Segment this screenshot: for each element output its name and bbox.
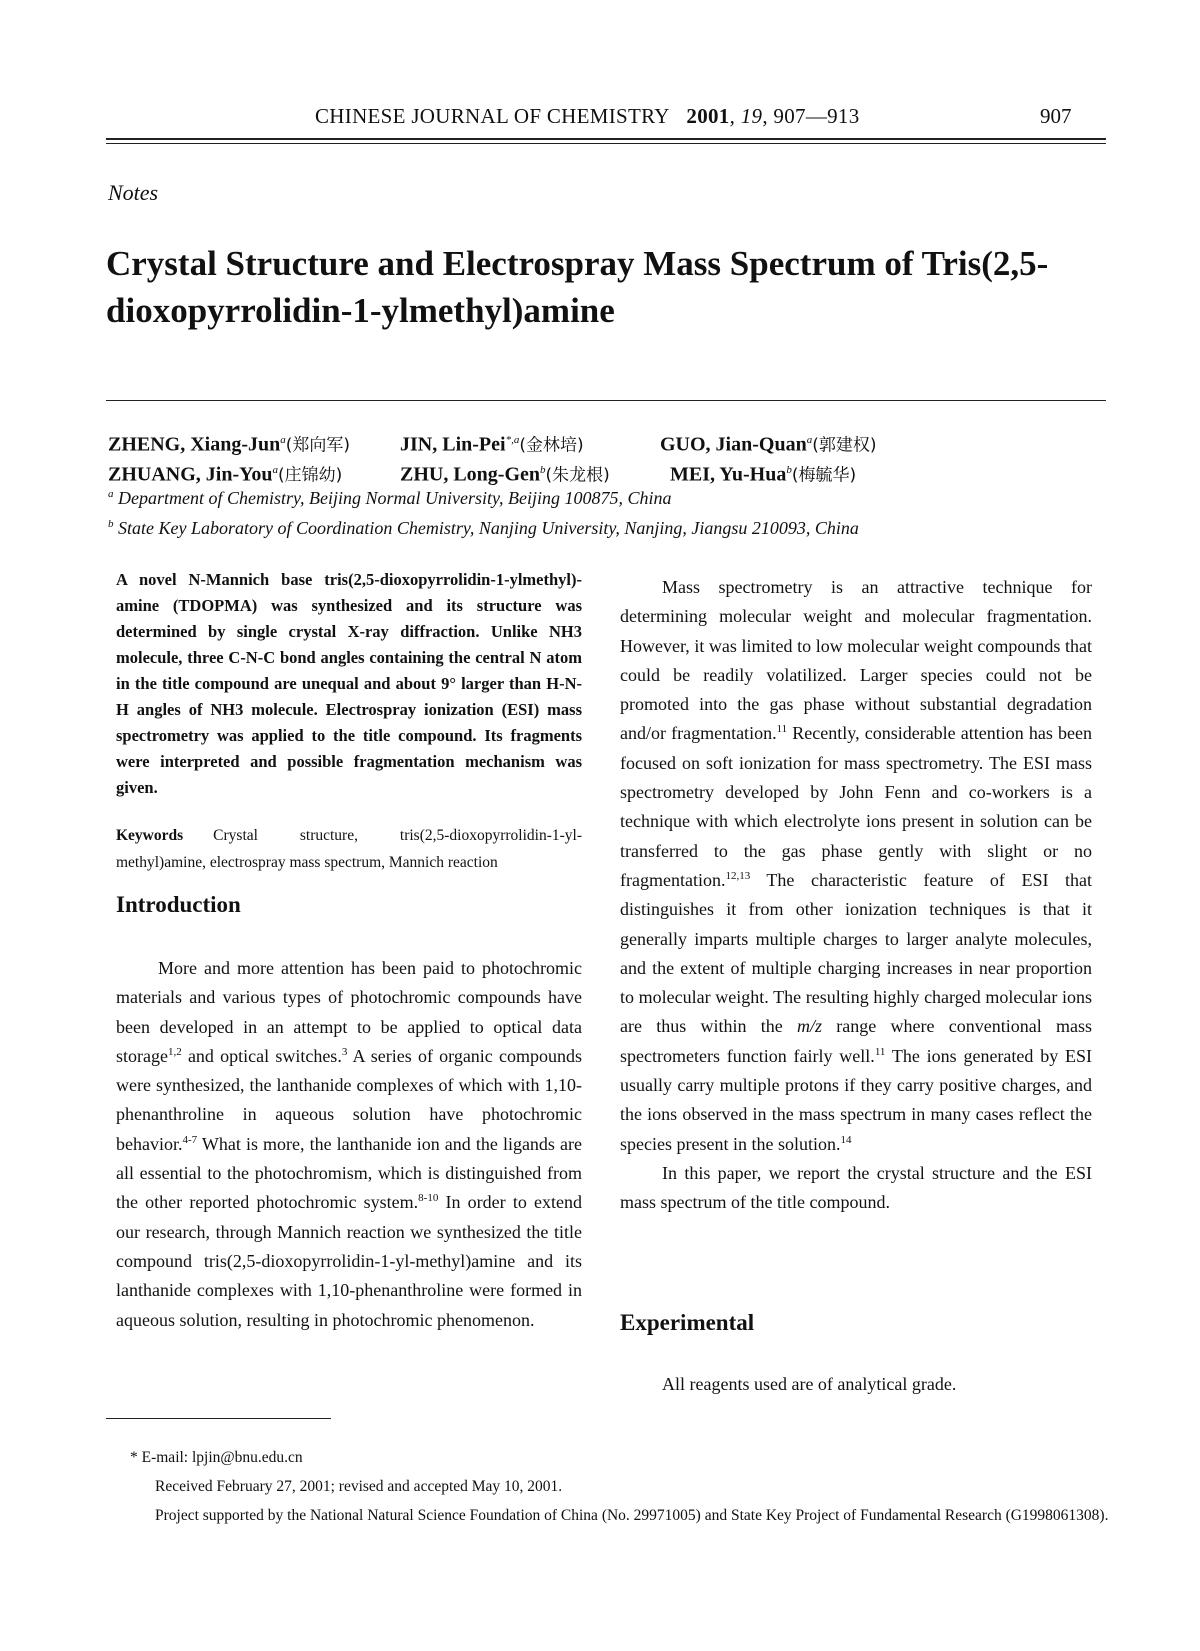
- section-heading-experimental: Experimental: [620, 1310, 755, 1335]
- journal-volume: 19: [740, 104, 763, 128]
- footnote-rule: [106, 1418, 331, 1419]
- author: MEI, Yu-Hua$^b$(梅毓华): [670, 463, 857, 486]
- affiliation: $^b$ State Key Laboratory of Coordination Chemistry, Nanjing University, Nanjing, Jiangsu 210093, China: [108, 518, 859, 538]
- right-column-body: [620, 573, 1092, 1218]
- footnote-project: Project supported by the National Natural Science Foundation of China (No. 29971005) and State Key Project of Fundamental Research (G1998061308).: [155, 1507, 1109, 1524]
- running-header: [0, 104, 1200, 134]
- author: ZHENG, Xiang-Jun$^a$(郑向军): [108, 433, 351, 456]
- author-list: [108, 425, 1108, 485]
- keywords-text: Crystal structure, tris(2,5-dioxopyrrolidin-1-yl-methyl)amine, electrospray mass spectrum, Mannich reaction: [116, 827, 582, 871]
- author-row: [108, 425, 1108, 455]
- author: ZHU, Long-Gen$^b$(朱龙根): [400, 463, 610, 486]
- experimental-body: [620, 1370, 1092, 1399]
- paragraph: In this paper, we report the crystal structure and the ESI mass spectrum of the title compound.: [620, 1162, 1092, 1213]
- author: JIN, Lin-Pei$^{*,a}$(金林培): [400, 433, 584, 456]
- paper-title: Crystal Structure and Electrospray Mass Spectrum of Tris(2,5-dioxopyrrolidin-1-ylmethyl)amine: [106, 244, 1049, 330]
- footnotes: [130, 1443, 1115, 1530]
- keywords-label: Keywords: [116, 827, 184, 844]
- journal-pages: , 907—913: [762, 104, 860, 128]
- paragraph: More and more attention has been paid to photochromic materials and various types of photochromic compounds have been developed in an attempt to be applied to optical data storage$^{1,2}$ and optical switches.$^3$ A series of organic compounds were synthesized, the lanthanide complexes of which with 1,10-phenanthroline in aqueous solution have photochromic behavior.$^{4-7}$ What is more, the lanthanide ion and the ligands are all essential to the photochromism, which is distinguished from the other reported photochromic system.$^{8-10}$ In order to extend our research, through Mannich reaction we synthesized the title compound tris(2,5-dioxopyrrolidin-1-yl-methyl)amine and its lanthanide complexes with 1,10-phenanthroline were formed in aqueous solution, resulting in photochromic phenomenon.: [116, 958, 583, 1330]
- author: ZHUANG, Jin-You$^a$(庄锦幼): [108, 463, 343, 486]
- title-rule: [106, 400, 1106, 401]
- page-number: 907: [1040, 104, 1072, 128]
- section-tag: Notes: [108, 180, 159, 205]
- introduction-body: [116, 954, 582, 1335]
- header-rule-thin: [106, 143, 1106, 144]
- journal-year: 2001: [686, 104, 730, 128]
- paragraph: Mass spectrometry is an attractive technique for determining molecular weight and molecular fragmentation. However, it was limited to low molecular weight compounds that could be readily volatilized. Larger species could not be promoted into the gas phase without substantial degradation and/or fragmentation.$^{11}$ Recently, considerable attention has been focused on soft ionization for mass spectrometry. The ESI mass spectrometry developed by John Fenn and co-workers is a technique with which electrolyte ions present in solution can be transferred to the gas phase gently with slight or no fragmentation.$^{12,13}$ The characteristic feature of ESI that distinguishes it from other ionization techniques is that it generally imparts multiple charges to larger analyte molecules, and the extent of multiple charging increases in near proportion to molecular weight. The resulting highly charged molecular ions are thus within the m/z range where conventional mass spectrometers function fairly well.$^{11}$ The ions generated by ESI usually carry multiple protons if they carry positive charges, and the ions observed in the mass spectrum in many cases reflect the species present in the solution.$^{14}$: [620, 577, 1092, 1154]
- abstract: A novel N-Mannich base tris(2,5-dioxopyrrolidin-1-ylmethyl)-amine (TDOPMA) was synthesized and its structure was determined by single crystal X-ray diffraction. Unlike NH3 molecule, three C-N-C bond angles containing the central N atom in the title compound are unequal and about 9° larger than H-N-H angles of NH3 molecule. Electrospray ionization (ESI) mass spectrometry was applied to the title compound. Its fragments were interpreted and possible fragmentation mechanism was given.: [116, 570, 582, 797]
- author: GUO, Jian-Quan$^a$(郭建权): [660, 433, 877, 456]
- journal-citation: CHINESE JOURNAL OF CHEMISTRY 2001, 19, 907—913: [315, 104, 860, 128]
- keywords: [116, 822, 582, 876]
- header-rule: [106, 138, 1106, 140]
- paragraph: All reagents used are of analytical grade.: [662, 1374, 957, 1394]
- affiliation: $^a$ Department of Chemistry, Beijing Normal University, Beijing 100875, China: [108, 488, 672, 508]
- footnote-email: * E-mail: lpjin@bnu.edu.cn: [130, 1449, 303, 1466]
- footnote-received: Received February 27, 2001; revised and accepted May 10, 2001.: [155, 1478, 563, 1495]
- section-heading-introduction: Introduction: [116, 892, 241, 917]
- journal-name: CHINESE JOURNAL OF CHEMISTRY: [315, 104, 670, 128]
- author-row: [108, 455, 1108, 485]
